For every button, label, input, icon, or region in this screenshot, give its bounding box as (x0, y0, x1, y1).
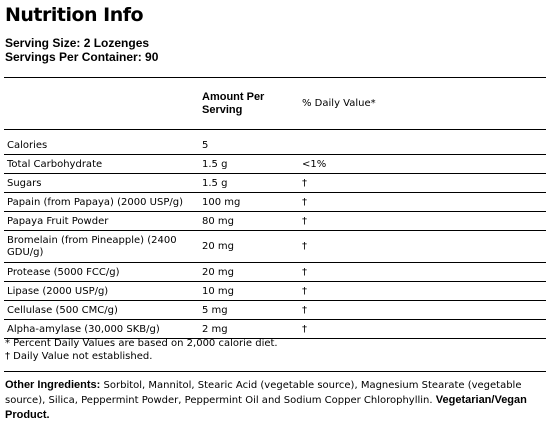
nutrient-name: Papain (from Papaya) (2000 USP/g) (7, 196, 183, 208)
nutrient-amount: 1.5 g (202, 158, 228, 170)
header-amount-line1: Amount Per (202, 90, 265, 103)
nutrient-amount: 5 mg (202, 304, 228, 316)
nutrient-name: Protease (5000 FCC/g) (7, 266, 120, 278)
table-row (4, 155, 546, 174)
footnote-percent-daily-values: * Percent Daily Values are based on 2,000 calorie diet. (5, 338, 278, 349)
table-row (4, 263, 546, 282)
nutrient-daily-value: <1% (302, 158, 327, 170)
nutrient-name (4, 231, 199, 263)
nutrient-daily-value: † (302, 266, 307, 278)
table-row (4, 212, 546, 231)
nutrient-amount: 10 mg (202, 285, 234, 297)
nutrition-table (4, 77, 546, 339)
ingredients-label: Other Ingredients: (5, 379, 101, 391)
ingredients-text: Sorbitol, Mannitol, Stearic Acid (vegetable source), Magnesium Stearate (vegetable source), Silica, Peppermint Powder, Peppermint Oil and Sodium Copper Chlorophyllin. (5, 380, 522, 406)
servings-per-container: Servings Per Container: 90 (5, 50, 159, 64)
nutrient-amount: 5 (202, 139, 209, 151)
header-amount-line2: Serving (202, 103, 243, 116)
table-row (4, 301, 546, 320)
nutrient-amount: 2 mg (202, 323, 228, 335)
nutrient-daily-value: † (302, 241, 307, 252)
nutrient-daily-value: † (302, 215, 307, 227)
divider (4, 371, 546, 372)
nutrient-name: Total Carbohydrate (7, 158, 103, 170)
nutrient-amount: 80 mg (202, 215, 234, 227)
nutrient-amount: 20 mg (202, 241, 234, 252)
nutrient-name: Calories (7, 139, 48, 151)
nutrient-amount: 100 mg (202, 196, 241, 208)
vegan-statement: Vegetarian/Vegan Product. (5, 394, 527, 421)
table-row (4, 231, 546, 263)
footnote-dagger: † Daily Value not established. (5, 351, 153, 362)
other-ingredients (5, 378, 550, 423)
nutrient-name: Alpha-amylase (30,000 SKB/g) (7, 323, 160, 335)
header-amount-per-serving (199, 78, 294, 130)
nutrient-daily-value: † (302, 323, 307, 335)
table-row (4, 193, 546, 212)
nutrient-amount: 20 mg (202, 266, 234, 278)
header-nutrient (4, 78, 199, 130)
nutrient-name: Lipase (2000 USP/g) (7, 285, 109, 297)
nutrient-daily-value: † (302, 196, 307, 208)
nutrient-daily-value (294, 130, 546, 155)
header-daily-value: % Daily Value* (302, 98, 376, 109)
nutrient-name: Papaya Fruit Powder (7, 215, 109, 227)
table-header-row (4, 78, 546, 130)
table-row (4, 130, 546, 155)
nutrient-daily-value: † (302, 285, 307, 297)
nutrient-daily-value: † (302, 304, 307, 316)
table-row (4, 320, 546, 339)
nutrient-daily-value: † (302, 177, 307, 189)
nutrient-name-text: Bromelain (from Pineapple) (2400 GDU/g) (7, 234, 177, 258)
table-row (4, 282, 546, 301)
nutrient-amount: 1.5 g (202, 177, 228, 189)
table-row (4, 174, 546, 193)
nutrient-name: Sugars (7, 177, 42, 189)
serving-size: Serving Size: 2 Lozenges (5, 36, 150, 50)
page-title: Nutrition Info (5, 4, 144, 26)
nutrient-name: Cellulase (500 CMC/g) (7, 304, 118, 316)
